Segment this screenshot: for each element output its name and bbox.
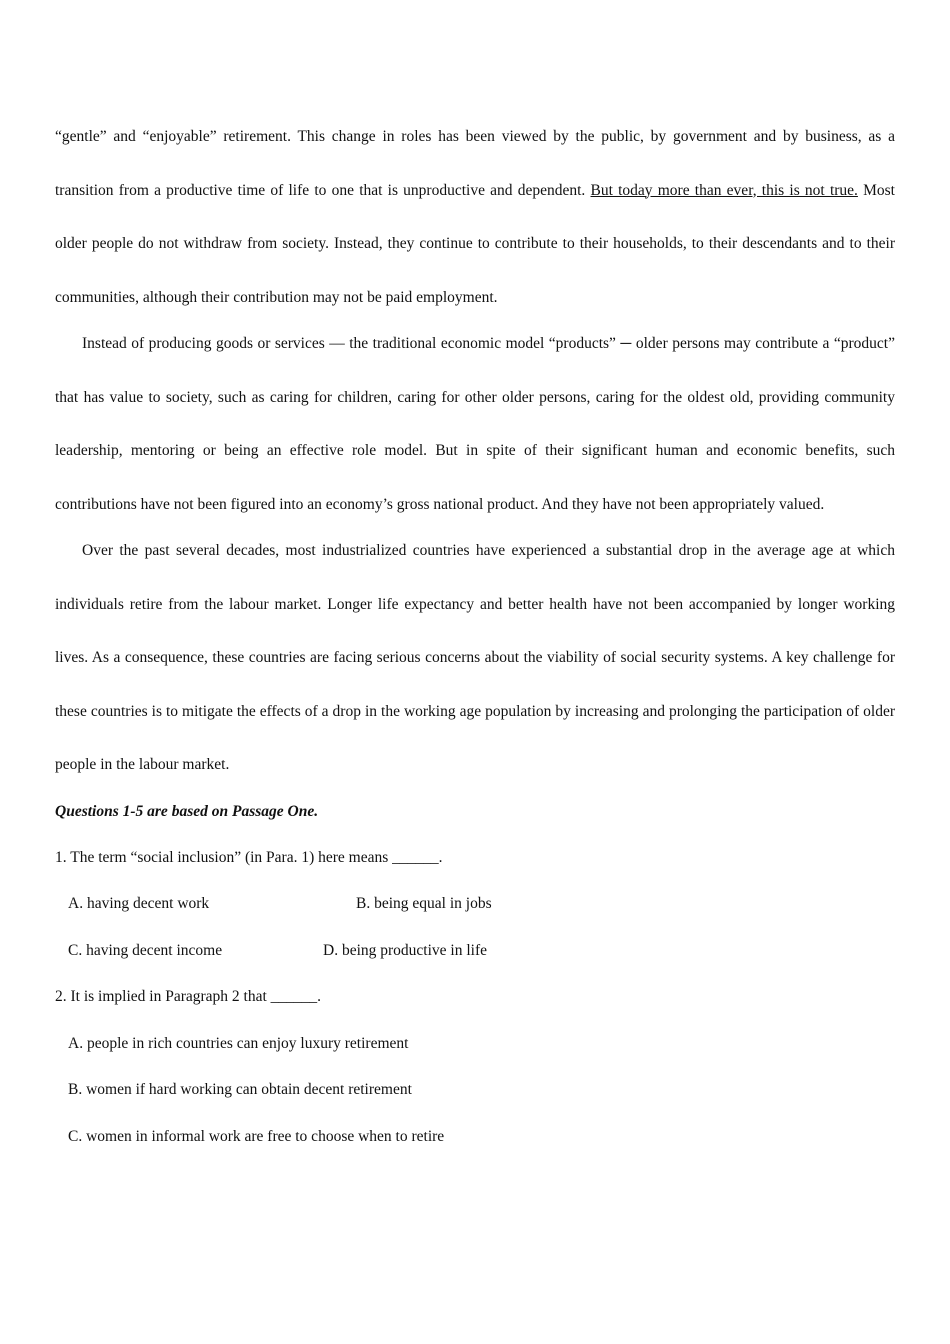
- question-1-option-b: B. being equal in jobs: [356, 895, 492, 912]
- question-2-option-a: A. people in rich countries can enjoy luxury retirement: [68, 1034, 409, 1052]
- question-1-option-d: D. being productive in life: [323, 941, 487, 959]
- paragraph-1-text-start: “gentle” and “enjoyable” retirement. This change in roles has been viewed by the public, by government and by business, as a transition from a productive time of life to one that is unproductive and dependent.: [55, 128, 895, 199]
- paragraph-1-text-end: Most older people do not withdraw from society. Instead, they continue to contribute to their households, to their descendants and to their communities, although their contribution may not be paid employment.: [55, 181, 895, 306]
- passage-paragraph-3: Over the past several decades, most industrialized countries have experienced a substantial drop in the average age at which individuals retire from the labour market. Longer life expectancy and better health have not been accompanied by longer working lives. As a consequence, these countries are facing serious concerns about the viability of social security systems. A key challenge for these countries is to mitigate the effects of a drop in the working age population by increasing and prolonging the participation of older people in the labour market.: [55, 542, 895, 773]
- question-1-option-a: A. having decent work: [68, 895, 210, 912]
- passage-paragraph-2: Instead of producing goods or services — the traditional economic model “products” ─ older persons may contribute a “product” that has value to society, such as caring for children, caring for other older persons, caring for the oldest old, providing community leadership, mentoring or being an effective role model. But in spite of their significant human and economic benefits, such contributions have not been figured into an economy’s gross national product. And they have not been appropriately valued.: [55, 335, 895, 513]
- question-1-options-row-2: [55, 928, 895, 975]
- question-1-option-c: C. having decent income: [68, 941, 223, 959]
- question-1-stem: 1. The term “social inclusion” (in Para. 1) here means ______.: [55, 848, 443, 866]
- underlined-sentence: But today more than ever, this is not true.: [590, 181, 858, 199]
- passage-paragraph-1: [55, 110, 895, 324]
- document-page: [55, 110, 895, 1160]
- question-2-stem: 2. It is implied in Paragraph 2 that ______.: [55, 988, 322, 1005]
- question-1-options-row-1: [55, 881, 895, 928]
- question-2-option-c: C. women in informal work are free to choose when to retire: [68, 1127, 445, 1145]
- questions-header: Questions 1-5 are based on Passage One.: [55, 802, 319, 820]
- question-2-option-b: B. women if hard working can obtain decent retirement: [68, 1081, 412, 1098]
